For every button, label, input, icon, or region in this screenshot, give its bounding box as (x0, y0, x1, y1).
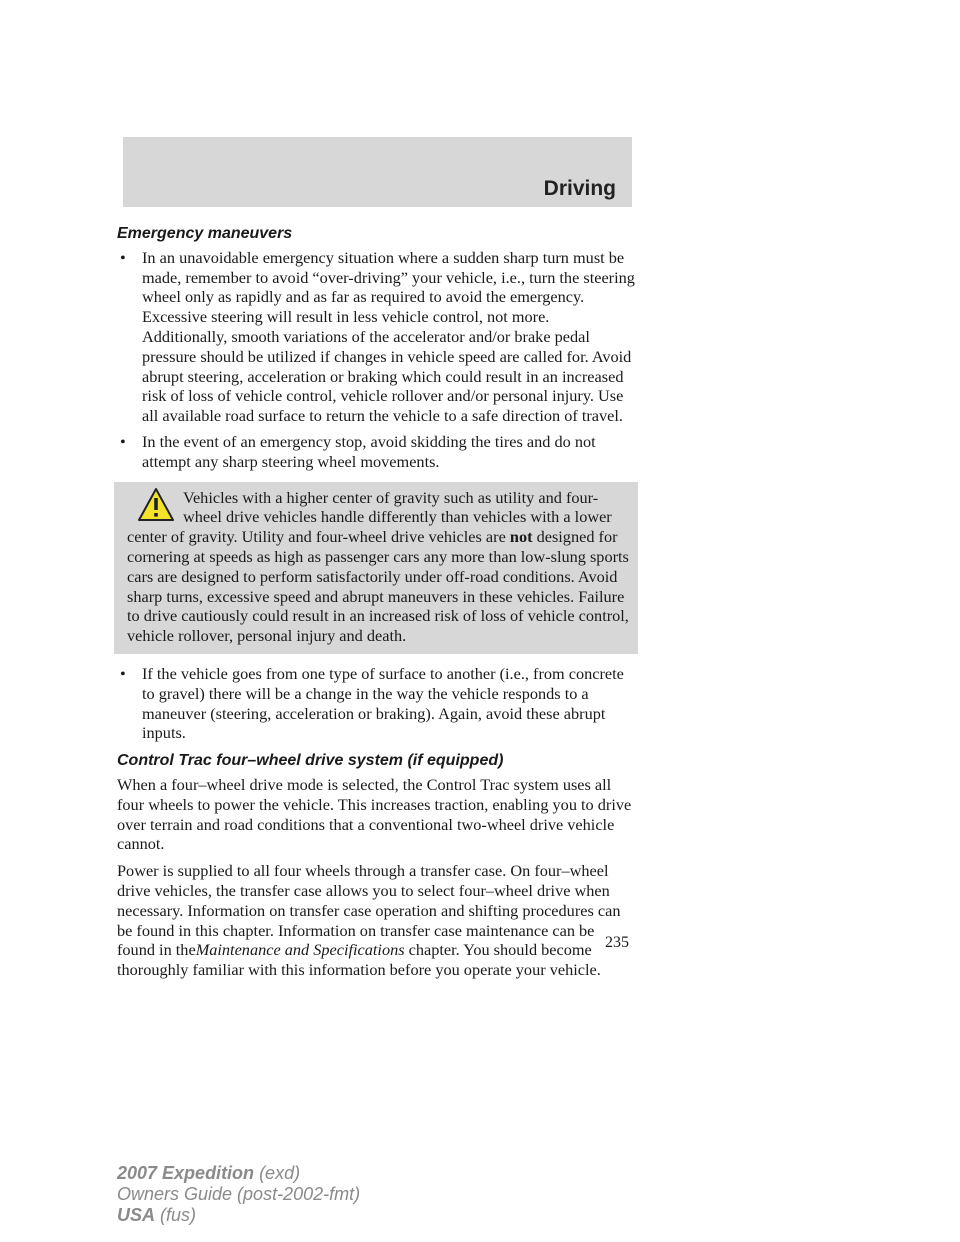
page-number: 235 (605, 934, 629, 951)
footer-model: 2007 Expedition (117, 1163, 255, 1183)
list-item (117, 248, 635, 426)
page-content (117, 224, 635, 987)
bullet-symbol: • (120, 431, 126, 451)
bullet-symbol: • (120, 247, 126, 267)
warning-box (114, 482, 638, 654)
surface-list (117, 664, 635, 743)
paragraph-text: Power is supplied to all four wheels through a transfer case. On four–wheel drive vehicles, the transfer case allows you to select four–wheel drive when necessary. Information on transfer case operation and shifting procedures can be found in this chapter. Information on transfer case maintenance can be found in the (117, 861, 621, 960)
control-trac-paragraph: When a four–wheel drive mode is selected, the Control Trac system uses all four wheels to power the vehicle. This increases traction, enabling you to drive over terrain and road conditions that a conventional two-wheel drive vehicle cannot. (117, 774, 632, 854)
warning-text: Vehicles with a higher center of gravity such as utility and four-wheel drive vehicles handle differently than vehicles with a lower center of gravity. Utility and four-wheel drive vehicles are (127, 487, 612, 547)
bullet-symbol: • (120, 663, 126, 683)
chapter-reference: Maintenance and Specifications (195, 940, 405, 960)
header-band (123, 137, 632, 207)
emergency-list (117, 248, 635, 472)
list-item (117, 664, 635, 743)
footer-line-1 (117, 1163, 360, 1184)
footer-line-2: Owners Guide (post-2002-fmt) (117, 1184, 361, 1204)
warning-text-continued: designed for cornering at speeds as high as passenger cars any more than low-slung sports cars are designed to perform satisfactorily under off-road conditions. Avoid sharp turns, excessive speed and abrupt maneuvers in these vehicles. Failure to drive cautiously could result in an increased risk of loss of vehicle control, vehicle rollover, personal injury and death. (127, 527, 629, 646)
list-item-text: In an unavoidable emergency situation where a sudden sharp turn must be made, remember to avoid “over-driving” your vehicle, i.e., turn the steering wheel only as rapidly and as far as required to avoid the emergency. Excessive steering will result in less vehicle control, not more. Additionally, smooth variations of the accelerator and/or brake pedal pressure should be utilized if changes in vehicle speed are called for. Avoid abrupt steering, acceleration or braking which could result in an increased risk of loss of vehicle control, vehicle rollover and/or personal injury. Use all available road surface to return the vehicle to a safe direction of travel. (142, 247, 635, 426)
section-title: Driving (543, 177, 616, 200)
footer-line-3 (117, 1205, 360, 1226)
list-item (117, 432, 635, 472)
paragraph-text-continued: chapter. You should become thoroughly familiar with this information before you operate your vehicle. (117, 940, 601, 980)
control-trac-heading: Control Trac four–wheel drive system (if equipped) (117, 752, 504, 770)
transfer-case-paragraph (117, 861, 635, 980)
warning-emphasis: not (509, 527, 533, 547)
footer-market: USA (117, 1205, 156, 1225)
list-item-text: In the event of an emergency stop, avoid skidding the tires and do not attempt any sharp steering wheel movements. (142, 431, 596, 471)
footer-market-code: (fus) (155, 1205, 197, 1225)
warning-triangle-icon (137, 487, 175, 523)
footer (117, 1163, 360, 1226)
emergency-heading: Emergency maneuvers (117, 225, 293, 242)
list-item-text: If the vehicle goes from one type of surface to another (i.e., from concrete to gravel) there will be a change in the way the vehicle responds to a maneuver (steering, acceleration or braking). Again, avoid these abrupt inputs. (142, 663, 624, 743)
footer-model-code: (exd) (254, 1163, 301, 1183)
